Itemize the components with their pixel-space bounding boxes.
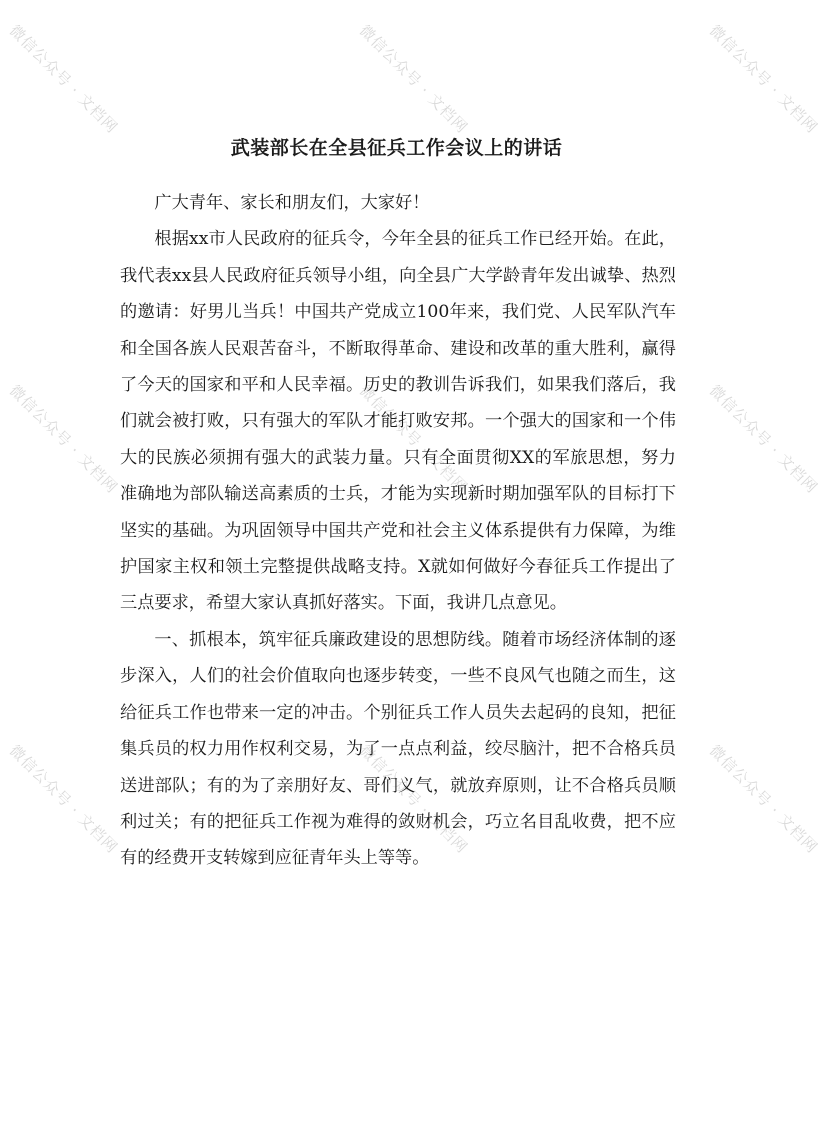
paragraph-point-one: 一、抓根本，筑牢征兵廉政建设的思想防线。随着市场经济体制的逐步深入，人们的社会价值取向也逐步转变，一些不良风气也随之而生，这给征兵工作也带来一定的冲击。个别征兵工作人员失去起码的良知，把征集兵员的权力用作权利交易，为了一点点利益，绞尽脑汁，把不合格兵员送进部队；有的为了亲朋好友、哥们义气，就放弃原则，让不合格兵员顺利过关；有的把征兵工作视为难得的敛财机会，巧立名目乱收费，把不应有的经费开支转嫁到应征青年头上等等。 xyxy=(120,629,676,869)
document-title: 武装部长在全县征兵工作会议上的讲话 xyxy=(230,137,563,159)
watermark-text: 微信公众号 · 文档网 xyxy=(705,21,822,137)
watermark-text: 微信公众号 · 文档网 xyxy=(355,741,472,857)
watermark-text: 微信公众号 · 文档网 xyxy=(5,741,122,857)
paragraph-introduction: 根据xx市人民政府的征兵令，今年全县的征兵工作已经开始。在此，我代表xx县人民政府征兵领导小组，向全县广大学龄青年发出诚挚、热烈的邀请：好男儿当兵！中国共产党成立100年来，我们党、人民军队汽车和全国各族人民艰苦奋斗，不断取得革命、建设和改革的重大胜利，赢得了今天的国家和平和人民幸福。历史的教训告诉我们，如果我们落后，我们就会被打败，只有强大的军队才能打败安邦。一个强大的国家和一个伟大的民族必须拥有强大的武装力量。只有全面贯彻XX的军旅思想，努力准确地为部队输送高素质的士兵，才能为实现新时期加强军队的目标打下坚实的基础。为巩固领导中国共产党和社会主义体系提供有力保障，为维护国家主权和领土完整提供战略支持。X就如何做好今春征兵工作提出了三点要求，希望大家认真抓好落实。下面，我讲几点意见。 xyxy=(120,229,676,614)
watermark-text: 微信公众号 · 文档网 xyxy=(5,21,122,137)
watermark-text: 微信公众号 · 文档网 xyxy=(5,381,122,497)
watermark-text: 微信公众号 · 文档网 xyxy=(355,21,472,137)
watermark-text: 微信公众号 · 文档网 xyxy=(355,381,472,497)
paragraph-greeting: 广大青年、家长和朋友们，大家好！ xyxy=(154,193,430,213)
watermark-text: 微信公众号 · 文档网 xyxy=(705,741,822,857)
watermark-text: 微信公众号 · 文档网 xyxy=(705,381,822,497)
document-body xyxy=(120,185,676,877)
